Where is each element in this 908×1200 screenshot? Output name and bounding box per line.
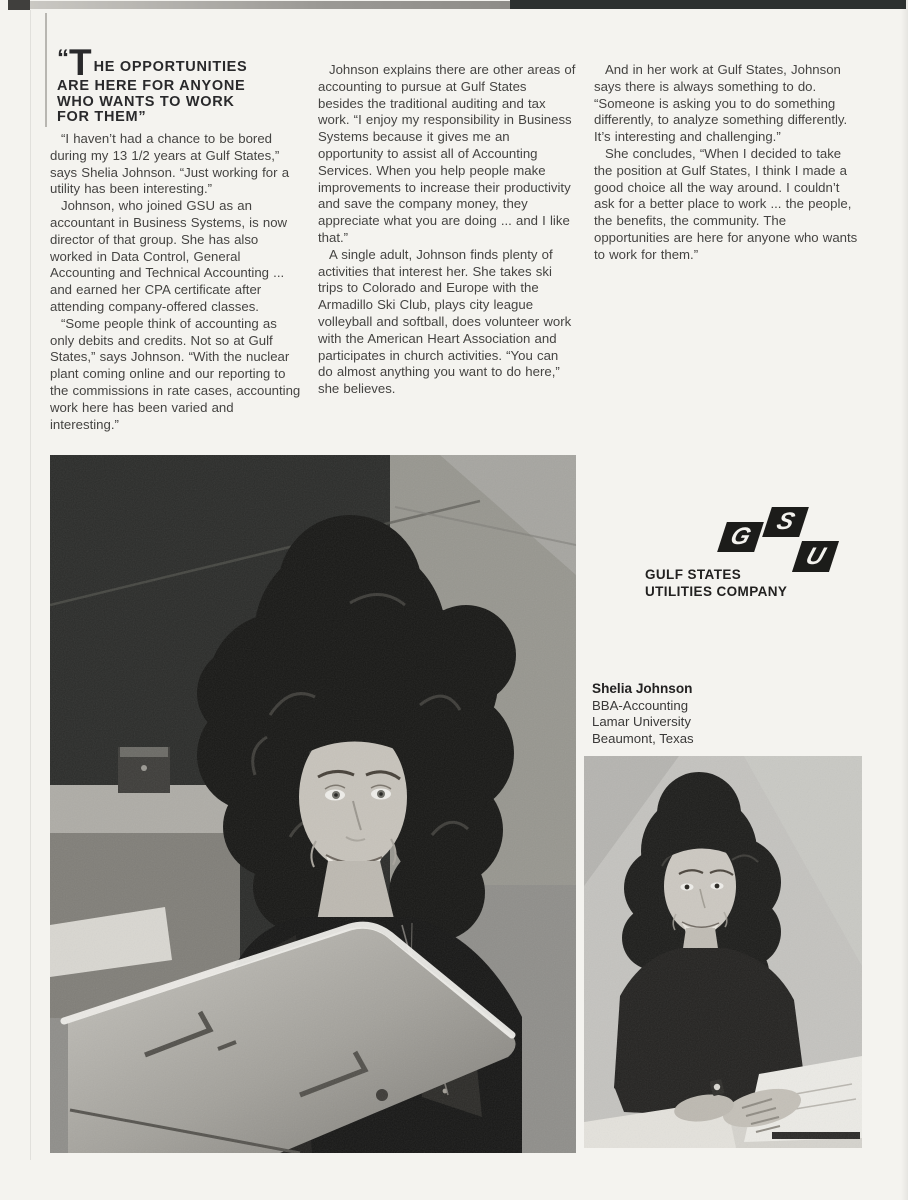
gsu-logo (645, 500, 863, 606)
photo-caption (592, 681, 694, 747)
article-column-3 (594, 62, 862, 264)
logo-company-line-1: GULF STATES (645, 567, 742, 582)
article-column-2 (318, 62, 576, 398)
paragraph: “Some people think of accounting as only debits and credits. Not so at Gulf States,” says Johnson. “With the nuclear plant coming online and our reporting to the commissions in rate cases, accounting work here has been varied and interesting.” (50, 315, 301, 432)
logo-block-g (717, 522, 764, 552)
paragraph: Johnson explains there are other areas of accounting to pursue at Gulf States besides the traditional auditing and tax work. “I enjoy my responsibility in Business Systems because it gives me an opportunity to assist all of Accounting Services. When you help people make improvements to increase their productivity and save the company money, they appreciate what you are doing ... and I like that.” (318, 62, 576, 245)
film-grain (50, 455, 576, 1153)
caption-school: Lamar University (592, 714, 691, 730)
headline-line-1 (57, 42, 315, 83)
paragraph: She concludes, “When I decided to take the position at Gulf States, I think I made a good choice all the way around. I couldn’t ask for a better place to work ... the people, the benefits, the community. The opportunities are here for anyone who wants to work for them.” (594, 145, 858, 262)
film-grain (584, 756, 862, 1148)
headline-line-2: ARE HERE FOR ANYONE (57, 78, 246, 95)
photo-large (50, 455, 576, 1153)
logo-block-u (792, 541, 839, 572)
headline-drop-cap: T (69, 42, 92, 83)
photo-large-art (50, 455, 576, 1153)
logo-letter-u: U (802, 542, 829, 570)
open-quote-mark: “ (57, 45, 68, 72)
headline-quote (57, 42, 315, 126)
headline-line-4: FOR THEM” (57, 109, 147, 126)
caption-name: Shelia Johnson (592, 681, 693, 696)
logo-block-s (762, 507, 809, 537)
masthead-corner-block (8, 0, 30, 10)
caption-degree: BBA-Accounting (592, 697, 689, 713)
headline-line-1-text: HE OPPORTUNITIES (93, 59, 248, 76)
masthead-light-strip (30, 1, 510, 9)
paragraph: A single adult, Johnson finds plenty of activities that interest her. She takes ski trips to Colorado and Europe with the Armadillo Ski Club, plays city league volleyball and softball, does volunteer work with the American Heart Association and participates in church activities. “You can do almost anything you want to do here,” she believes. (318, 246, 572, 397)
masthead-dark-strip (510, 0, 906, 9)
paragraph: “I haven’t had a chance to be bored during my 13 1/2 years at Gulf States,” says Shelia Johnson. “Just working for a utility has been interesting.” (50, 131, 290, 197)
photo-small (584, 756, 862, 1148)
page-edge-shadow (901, 0, 908, 1200)
page-fold-line (30, 10, 31, 1160)
logo-company-line-2: UTILITIES COMPANY (645, 583, 788, 599)
logo-letter-s: S (773, 508, 799, 535)
headline-rule (45, 13, 47, 127)
logo-company-name (645, 567, 787, 600)
article-column-1 (50, 131, 304, 433)
caption-location: Beaumont, Texas (592, 730, 694, 746)
photo-small-art (584, 756, 862, 1148)
logo-letter-g: G (726, 523, 755, 550)
paragraph: And in her work at Gulf States, Johnson says there is always something to do. “Someone is asking you to do something differently, to analyze something differently. It’s interesting and challenging.” (594, 62, 848, 145)
headline-line-3: WHO WANTS TO WORK (57, 93, 235, 110)
paragraph: Johnson, who joined GSU as an accountant in Business Systems, is now director of that group. She has also worked in Data Control, General Accounting and Technical Accounting ... and earned her CPA certificate after attending company-offered classes. (50, 198, 288, 314)
